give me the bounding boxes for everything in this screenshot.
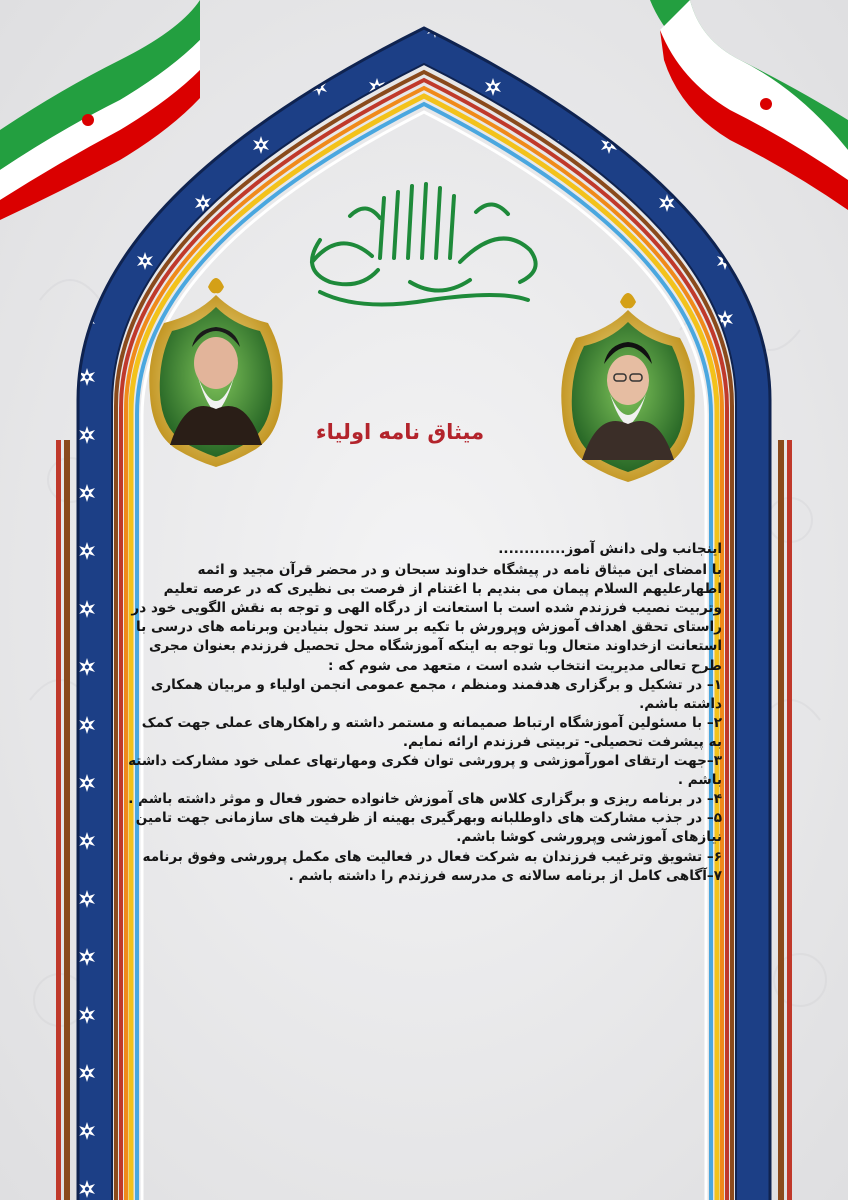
list-item: ۷–آگاهی کامل از برنامه سالانه ی مدرسه فرزندم را داشته باشم . <box>288 867 722 884</box>
list-item: ۶– تشویق وترغیب فرزندان به شرکت فعال در فعالیت های مکمل پرورشی وفوق برنامه <box>142 848 722 865</box>
list-item: ۳–جهت ارتقای امورآموزشی و پرورشی توان فکری ومهارتهای عملی خود مشارکت داشته باشم . <box>128 753 722 789</box>
list-item: ۴– در برنامه ریزی و برگزاری کلاس های آموزش خانواده حضور فعال و موثر داشته باشم . <box>128 791 722 808</box>
greeting-line: اینجانب ولی دانش آموز............. <box>498 541 722 557</box>
page-title: میثاق نامه اولیاء <box>315 420 485 444</box>
list-item: ۵– در جذب مشارکت های داوطلبانه وبهرگیری بهینه از ظرفیت های سازمانی جهت تامین نیازهای آموزشی وپرورشی کوشا باشم. <box>135 810 722 846</box>
list-item: ۲– با مسئولین آموزشگاه ارتباط صمیمانه و مستمر داشته و راهکارهای عملی جهت کمک به پیشرفت تحصیلی- تربیتی فرزندم ارائه نمایم. <box>141 714 722 750</box>
covenant-text <box>128 540 722 886</box>
intro-paragraph: با امضای این میثاق نامه در پیشگاه خداوند سبحان و در محضر قرآن مجید و ائمه اطهارعلیهم السلام پیمان می بندیم با اغتنام از فرصت بی نظیری که در عرصه تعلیم وتربیت نصیب فرزندم شده است با استعانت از درگاه الهی و توجه به نقش الگویی خود در راستای تحقق اهداف آموزش وپرورش با تکیه بر سند تحول بنیادین وبرنامه های درسی با استعانت ازخداوند متعال وبا توجه به اینکه آموزشگاه محل تحصیل فرزندم بعنوان مجری طرح تعالی مدیریت انتخاب شده است ، متعهد می شوم که : <box>131 562 722 674</box>
list-item: ۱– در تشکیل و برگزاری هدفمند ومنظم ، مجمع عمومی انجمن اولیاء و مربیان همکاری داشته باشم. <box>150 676 722 712</box>
